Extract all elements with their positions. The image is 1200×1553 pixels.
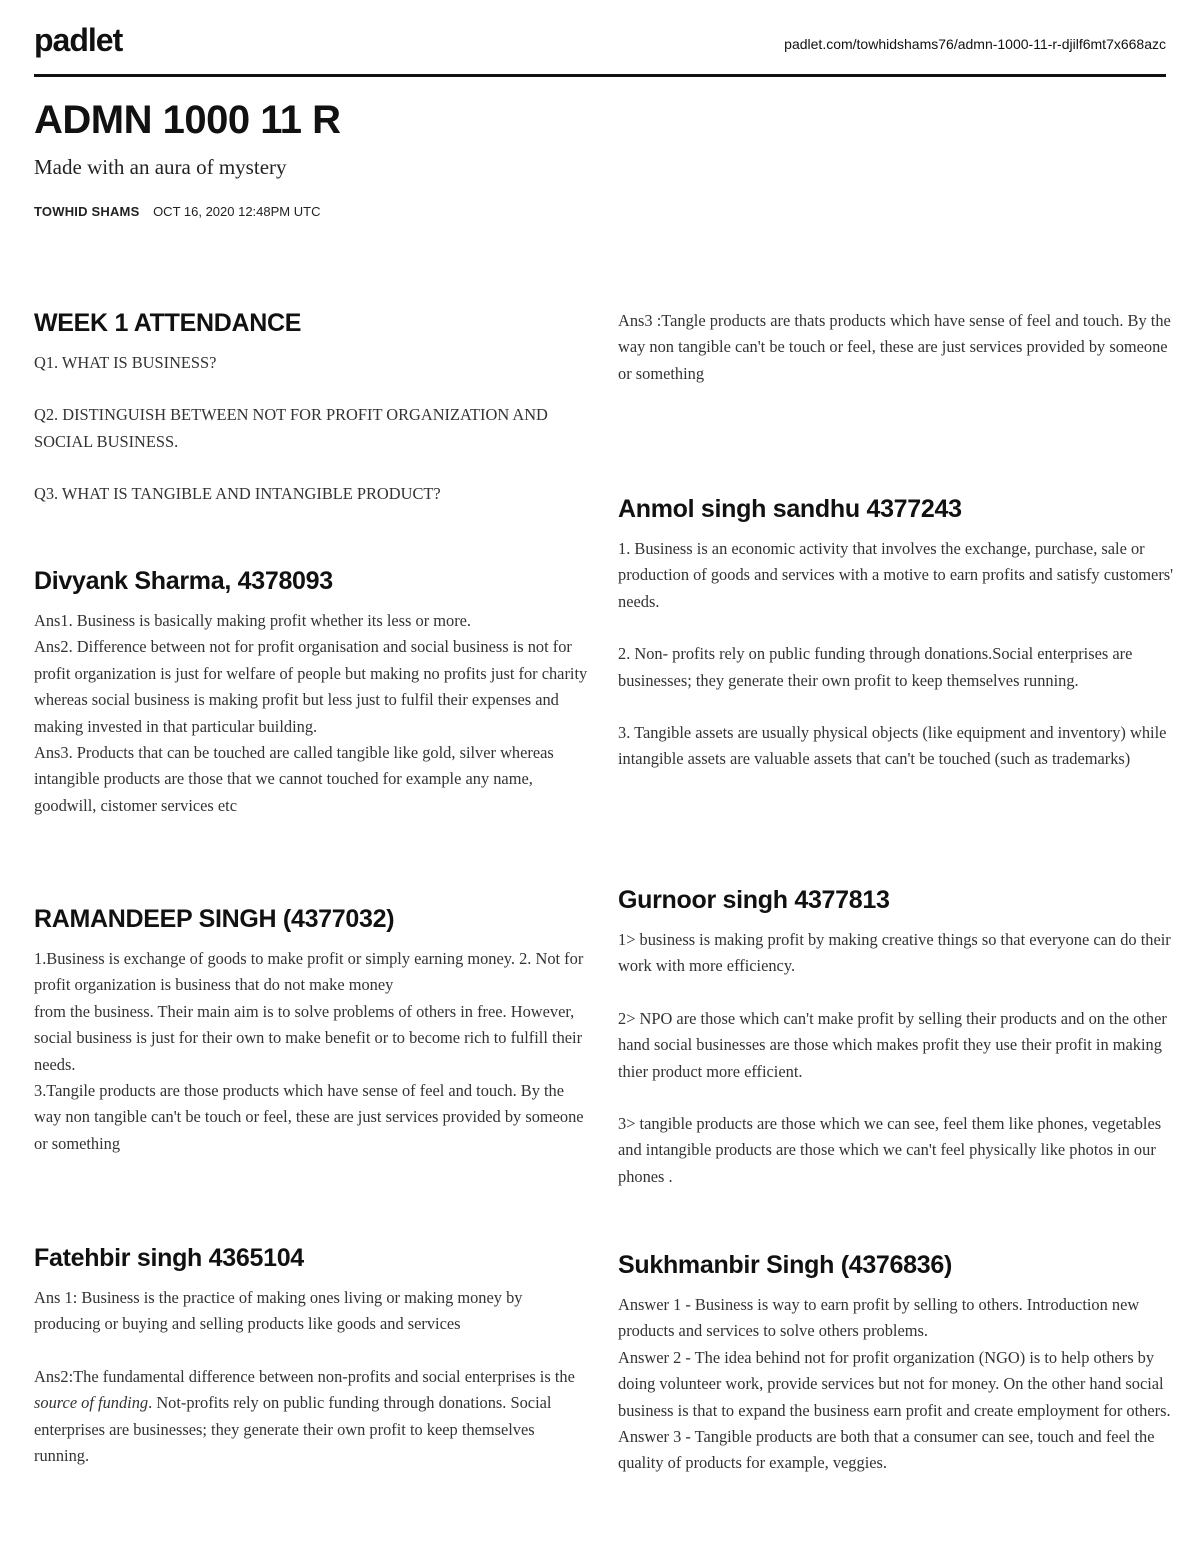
answer-1: 1. Business is an economic activity that involves the exchange, purchase, sale or production of goods and services with a motive to earn profits and satisfy customers' needs. (618, 539, 1174, 611)
board-date: OCT 16, 2020 12:48PM UTC (153, 204, 321, 219)
post-week1-attendance[interactable] (34, 306, 590, 508)
board-author: TOWHID SHAMS (34, 204, 140, 219)
emphasis: source of funding (34, 1393, 149, 1413)
question-1: Q1. WHAT IS BUSINESS? (34, 353, 217, 372)
answer-3: Ans3. Products that can be touched are called tangible like gold, silver whereas intangible products are those that we cannot touched for example any name, goodwill, cistomer services etc (34, 743, 554, 815)
board-subtitle: Made with an aura of mystery (34, 155, 287, 179)
page-header (34, 22, 1166, 77)
answer-1: Ans1. Business is basically making profit whether its less or more. (34, 611, 472, 630)
answer-2: Answer 2 - The idea behind not for profit organization (NGO) is to help others by doing volunteer work, provide services but not for money. On the other hand social business is that to expand the business earn profit and create employment for others. (618, 1347, 1171, 1420)
post-body (34, 946, 590, 1157)
padlet-logo[interactable]: padlet (34, 22, 123, 58)
answer-2-cont: from the business. Their main aim is to solve problems of others in free. However, social business is just for their own to make benefit or to become rich to fulfill their needs. (34, 1001, 583, 1074)
answer-1: Answer 1 - Business is way to earn profit by selling to others. Introduction new products and services to solve others problems. (618, 1295, 1140, 1341)
post-anmol-singh-sandhu[interactable] (618, 492, 1174, 773)
question-3: Q3. WHAT IS TANGIBLE AND INTANGIBLE PRODUCT? (34, 484, 441, 504)
answer-3: Ans3 :Tangle products are thats products which have sense of feel and touch. By the way non tangible can't be touch or feel, these are just services provided by someone or something (618, 311, 1171, 383)
answer-3: 3.Tangile products are those products which have sense of feel and touch. By the way non tangible can't be touch or feel, these are just services provided by someone or something (34, 1081, 584, 1153)
post-title: RAMANDEEP SINGH (4377032) (34, 905, 395, 933)
post-title: Fatehbir singh 4365104 (34, 1244, 304, 1272)
board-meta (34, 204, 320, 219)
question-2: Q2. DISTINGUISH BETWEEN NOT FOR PROFIT ORGANIZATION AND SOCIAL BUSINESS. (34, 405, 548, 451)
board-url[interactable]: padlet.com/towhidshams76/admn-1000-11-r-djilf6mt7x668azc (784, 36, 1166, 52)
answer-3: 3. Tangible assets are usually physical objects (like equipment and inventory) while intangible assets are valuable assets that can't be touched (such as trademarks) (618, 723, 1167, 769)
answer-2: 2> NPO are those which can't make profit by selling their products and on the other hand social businesses are those which makes profit they use their profit in making thier product more efficient. (618, 1008, 1167, 1081)
board-title: ADMN 1000 11 R (34, 98, 341, 142)
post-body (618, 1292, 1174, 1477)
post-title: Anmol singh sandhu 4377243 (618, 495, 962, 523)
post-body (618, 536, 1174, 773)
post-body (34, 1285, 590, 1469)
post-continued[interactable] (618, 308, 1174, 387)
answer-3: 3> tangible products are those which we can see, feel them like phones, vegetables and intangible products are those which we can't feel physically like photos in our phones . (618, 1114, 1162, 1186)
post-title: Gurnoor singh 4377813 (618, 886, 890, 914)
post-fatehbir-singh[interactable] (34, 1241, 590, 1469)
answer-1: Ans 1: Business is the practice of making ones living or making money by producing or buying and selling products like goods and services (34, 1288, 523, 1334)
answer-1: 1> business is making profit by making creative things so that everyone can do their work with more efficiency. (618, 930, 1171, 976)
answer-2: Ans2. Difference between not for profit organisation and social business is not for profit organization is just for welfare of people but making no profits just for charity whereas social business is making profit but less just to fulfil their expenses and making invested in that particular building. (34, 637, 588, 736)
answer-3: Answer 3 - Tangible products are both that a consumer can see, touch and feel the quality of products for example, veggies. (618, 1427, 1155, 1473)
answer-2: Ans2:The fundamental difference between non-profits and social enterprises is the source of funding. Not-profits rely on public funding through donations. Social enterprises are businesses; they generate their own profit to keep themselves running. (34, 1366, 575, 1466)
post-gurnoor-singh[interactable] (618, 883, 1174, 1190)
post-title: Sukhmanbir Singh (4376836) (618, 1251, 952, 1279)
post-body (618, 308, 1174, 387)
answer-2: 2. Non- profits rely on public funding through donations.Social enterprises are businesses; they generate their own profit to keep themselves running. (618, 644, 1133, 690)
post-body (34, 608, 590, 819)
post-body (34, 350, 590, 508)
post-ramandeep-singh[interactable] (34, 902, 590, 1157)
answer-1-2: 1.Business is exchange of goods to make profit or simply earning money. 2. Not for profit organization is business that do not make money (34, 949, 584, 995)
post-body (618, 927, 1174, 1190)
post-title: WEEK 1 ATTENDANCE (34, 309, 302, 337)
post-sukhmanbir-singh[interactable] (618, 1248, 1174, 1477)
post-divyank-sharma[interactable] (34, 564, 590, 819)
post-title: Divyank Sharma, 4378093 (34, 567, 333, 595)
